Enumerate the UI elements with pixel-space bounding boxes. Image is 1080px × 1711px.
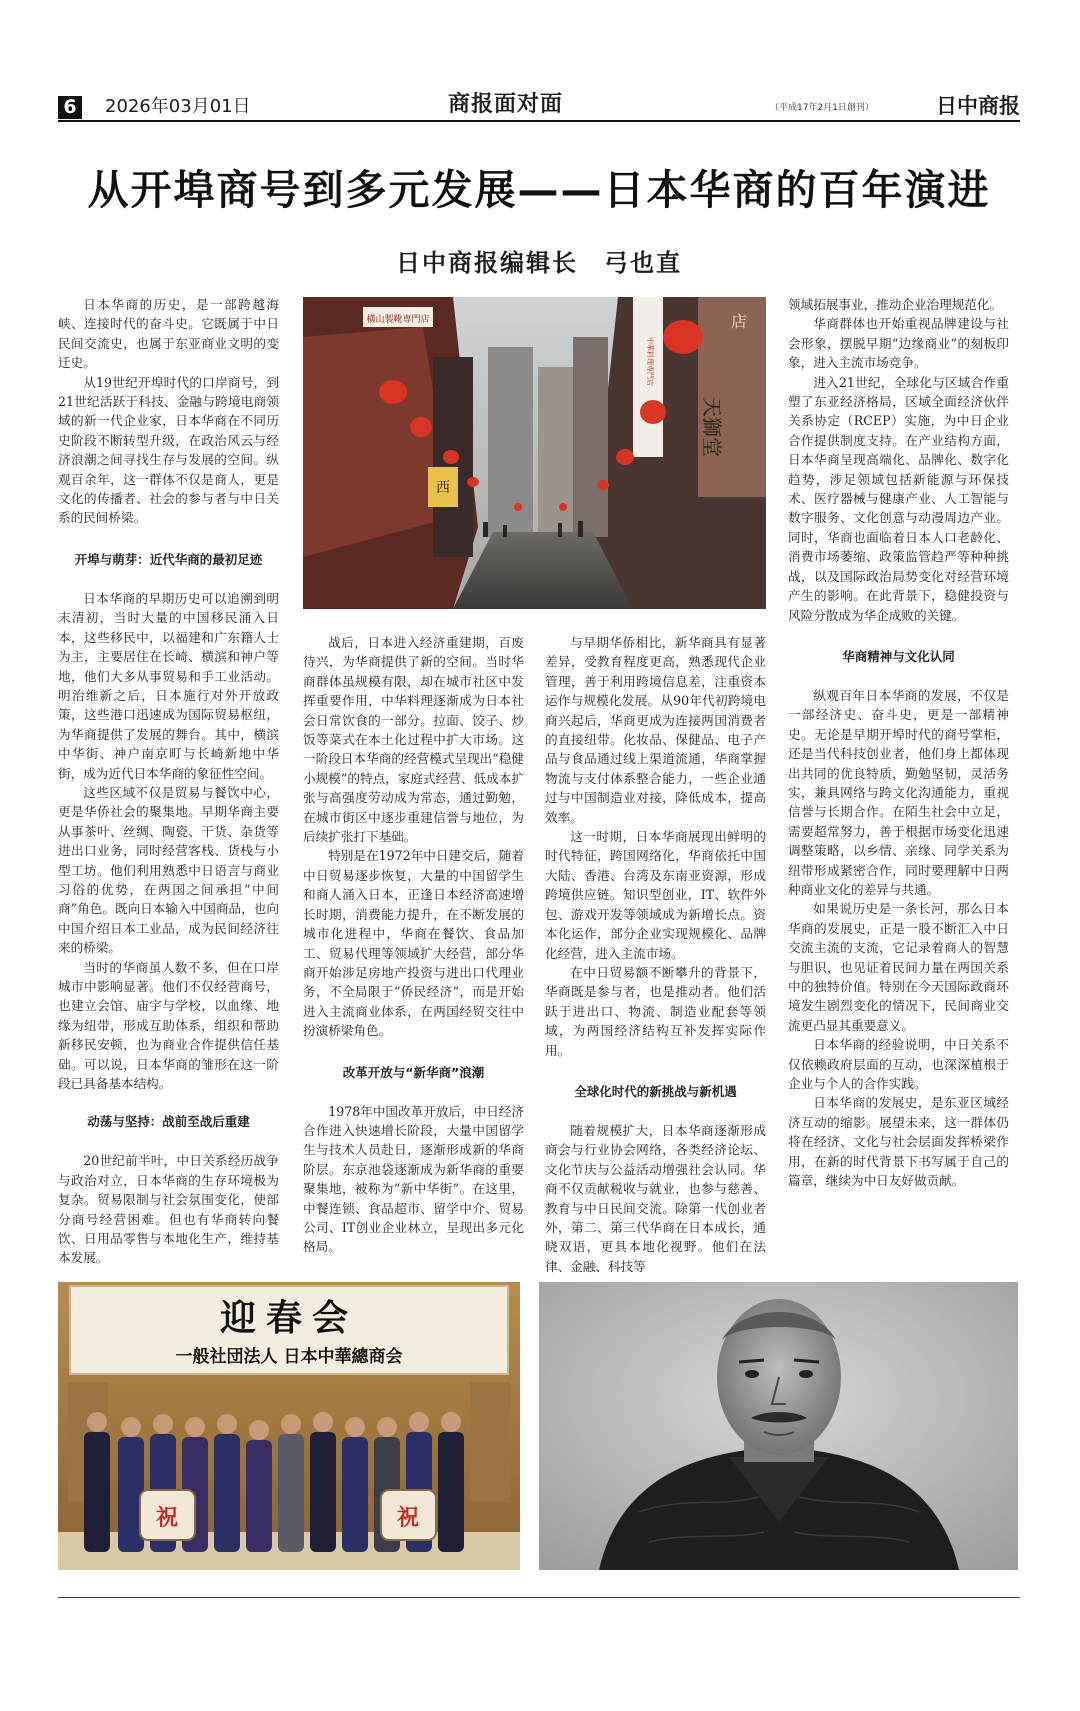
- sake-barrel-right: [381, 1490, 436, 1540]
- paragraph: 日本华商的发展史，是东亚区域经济互动的缩影。展望未来，这一群体仍将在经济、文化与社会层面发挥桥梁作用，在新的时代背景下书写属于自己的篇章，继续为中日友好做贡献。: [788, 1095, 1009, 1189]
- paragraph: 纵观百年日本华商的发展，不仅是一部经济史、奋斗史，更是一部精神史。无论是早期开埠时代的商号掌柜，还是当代科技创业者，他们身上都体现出共同的优良特质，勤勉坚韧，灵活务实，兼具网络与跨文化沟通能力，重视信誉与长期合作。在陌生社会中立足，需要超常努力，善于根据市场变化迅速调整策略，以乡情、亲缘、同学关系为纽带形成紧密合作，同时要理解中日两种商业文化的差异与共通。: [788, 687, 1009, 897]
- section-title: 商报面对面: [448, 92, 564, 117]
- section-heading: 动荡与坚持：战前至战后重建: [87, 1114, 250, 1130]
- sake-barrel-label: 祝: [155, 1505, 179, 1531]
- historical-portrait-photo: [539, 1282, 1018, 1570]
- chinatown-street-photo: [303, 297, 766, 609]
- event-banner-org: 一般社団法人 日本中華總商会: [175, 1347, 403, 1367]
- column-4: [788, 295, 1009, 1190]
- column-1: [58, 295, 279, 1268]
- section-heading: 改革开放与“新华商”浪潮: [342, 1064, 485, 1080]
- section-heading: 华商精神与文化认同: [842, 648, 955, 664]
- street-sign-text: 中華料理専門店: [646, 337, 654, 386]
- section-heading: 全球化时代的新挑战与新机遇: [574, 1083, 737, 1099]
- sake-barrel-left: [140, 1490, 195, 1540]
- paragraph: 日本华商的早期历史可以追溯到明末清初，当时大量的中国移民涌入日本，这些移民中，以福建和广东籍人士为主，主要居住在长崎、横滨和神户等地，他们大多从事贸易和手工业活动。明治维新之后，日本施行对外开放政策，这些港口迅速成为国际贸易枢纽，为华商提供了发展的舞台。其中，横滨中华街、神户南京町与长崎新地中华街，成为近代日本华商的象征性空间。: [58, 590, 279, 781]
- sake-barrel-label: 祝: [396, 1505, 420, 1531]
- column-2: [303, 633, 524, 1257]
- newspaper-brand: 日中商报: [936, 94, 1020, 118]
- paragraph: 进入21世纪，全球化与区域合作重塑了东亚经济格局，区域全面经济伙伴关系协定（RCEP）实施，为中日企业合作提供制度支持。在产业结构方面，日本华商呈现高端化、品牌化、数字化趋势，涉足领域包括新能源与环保技术、医疗器械与健康产业、人工智能与数字服务、文化创意与动漫周边产业。同时，华商也面临着日本人口老龄化、消费市场萎缩、政策监管趋严等种种挑战，以及国际政治局势变化对经营环境产生的影响。在此背景下，稳健投资与风险分散成为华企成败的关键。: [788, 374, 1009, 623]
- paragraph: 与早期华侨相比，新华商具有显著差异，受教育程度更高，熟悉现代企业管理，善于利用跨境信息差，注重资本运作与规模化发展。从90年代初跨境电商兴起后，华商更成为连接两国消费者的直接纽带。化妆品、保健品、电子产品与食品通过线上渠道流通，华商掌握物流与支付体系整合能力，一些企业通过与中国制造业对接，降低成本，提高效率。: [545, 635, 766, 825]
- paragraph: 华商群体也开始重视品牌建设与社会形象，摆脱早期“边缘商业”的刻板印象，进入主流市场竞争。: [788, 316, 1009, 371]
- paragraph: 日本华商的经验说明，中日关系不仅依赖政府层面的互动，也深深植根于企业与个人的合作实践。: [788, 1037, 1009, 1092]
- paragraph: 如果说历史是一条长河，那么日本华商的发展史，正是一股不断汇入中日交流主流的支流，它记录着商人的智慧与胆识，也见证着民间力量在两国关系中的独特价值。特别在今天国际政商环境发生剧烈变化的情况下，民间商业交流更凸显其重要意义。: [788, 901, 1009, 1033]
- street-sign-text: 天獅堂: [700, 397, 724, 457]
- paragraph: 20世纪前半叶，中日关系经历战争与政治对立，日本华商的生存环境极为复杂。贸易限制与社会氛围变化，使部分商号经营困难。但也有华商转向餐饮、日用品零售与本地化生产，维持基本发展。: [58, 1153, 279, 1266]
- paragraph: 当时的华商虽人数不多，但在口岸城市中影响显著。他们不仅经营商号，也建立会馆、庙宇与学校，以血缘、地缘为纽带，形成互助体系，组织和帮助新移民安顿，也为商业合作提供信任基础。可以说，日本华商的雏形在这一阶段已具备基本结构。: [58, 959, 279, 1092]
- portrait-illustration: [539, 1282, 1018, 1570]
- masthead: [58, 92, 1020, 122]
- founding-note: （平成17年2月1日創刊）: [770, 103, 874, 113]
- event-banner-title: 迎春会: [219, 1297, 359, 1339]
- paragraph: 在中日贸易额不断攀升的背景下，华商既是参与者，也是推动者。他们活跃于进出口、物流、制造业配套等领域，为两国经济结构互补发挥实际作用。: [545, 964, 766, 1058]
- street-sign-text: 店: [731, 312, 748, 331]
- event-group-illustration: [58, 1282, 520, 1570]
- street-sign-text: 西: [436, 480, 450, 496]
- paragraph: 特别是在1972年中日建交后，随着中日贸易逐步恢复，大量的中国留学生和商人涌入日本，正逢日本经济高速增长时期，消费能力提升，在不断发展的城市化进程中，华商在餐饮、食品加工、贸易代理等领域扩大经营，部分华商开始涉足房地产投资与进出口代理业务，不全局限于“侨民经济”，而是开始进入主流商业体系，在两国经贸交往中扮演桥梁角色。: [303, 848, 524, 1039]
- paragraph: 这一时期，日本华商展现出鲜明的时代特征，跨国网络化，华商依托中国大陆、香港、台湾及东南亚资源，形成跨境供应链。知识型创业，IT、软件外包、游戏开发等领域成为新增长点。资本化运作，部分企业实现规模化、品牌化经营，进入主流市场。: [545, 829, 766, 961]
- issue-date: 2026年03月01日: [105, 96, 251, 117]
- article-byline: 日中商报编辑长 弓也直: [396, 249, 682, 277]
- street-sign-text: 横山製靴専門店: [366, 315, 430, 325]
- paragraph: 随着规模扩大，日本华商逐渐形成商会与行业协会网络，各类经济论坛、文化节庆与公益活动增强社会认同。华商不仅贡献税收与就业，也参与慈善、教育与中日民间交流。除第一代创业者外，第二、第三代华商在日本成长，通晓双语，更具本地化视野。他们在法律、金融、科技等: [545, 1122, 766, 1274]
- column-3: [545, 633, 766, 1276]
- page-bottom-rule: [58, 1597, 1020, 1598]
- article-headline: 从开埠商号到多元发展——日本华商的百年演进: [87, 166, 991, 214]
- paragraph: 领域拓展事业，推动企业治理规范化。: [788, 297, 1003, 312]
- paragraph: 从19世纪开埠时代的口岸商号，到21世纪活跃于科技、金融与跨境电商领域的新一代企业家，日本华商在不同历史阶段不断转型升级，在政治风云与经济浪潮之间寻找生存与发展的空间。纵观百余年，这一群体不仅是商人，更是文化的传播者、社会的参与者与中日关系的民间桥梁。: [58, 374, 279, 526]
- section-heading: 开埠与萌芽：近代华商的最初足迹: [74, 551, 263, 567]
- chinatown-street-illustration: [303, 297, 766, 609]
- paragraph: 这些区域不仅是贸易与餐饮中心，更是华侨社会的聚集地。早期华商主要从事茶叶、丝绸、陶瓷、干货、杂货等进出口业务，同时经营客栈、货栈与小型工坊。他们利用熟悉中日语言与商业习俗的优势，在两国之间承担“中间商”角色。既向日本输入中国商品，也向中国介绍日本工业品，成为民间经济往来的桥梁。: [58, 784, 279, 956]
- paragraph: 战后，日本进入经济重建期，百废待兴，为华商提供了新的空间。当时华商群体虽规模有限，却在城市社区中发挥重要作用，中华料理逐渐成为日本社会日常饮食的一部分。拉面、饺子、炒饭等菜式在本土化过程中扩大市场。这一阶段日本华商的经营模式呈现出“稳健小规模”的特点，家庭式经营、低成本扩张与高强度劳动成为常态，通过勤勉，在城市街区中逐步重建信誉与地位，为后续扩张打下基础。: [303, 635, 524, 845]
- paragraph: 1978年中国改革开放后，中日经济合作进入快速增长阶段，大量中国留学生与技术人员赴日，逐渐形成新的华商阶层。东京池袋逐渐成为新华商的重要聚集地，被称为“新中华街”。在这里，中餐连锁、食品超市、留学中介、贸易公司、IT创业企业林立，呈现出多元化格局。: [303, 1103, 524, 1255]
- paragraph: 日本华商的历史，是一部跨越海峡、连接时代的奋斗史。它既属于中日民间交流史，也属于东亚商业文明的变迁史。: [58, 297, 279, 371]
- new-year-event-photo: [58, 1282, 520, 1570]
- page-number: 6: [58, 96, 82, 119]
